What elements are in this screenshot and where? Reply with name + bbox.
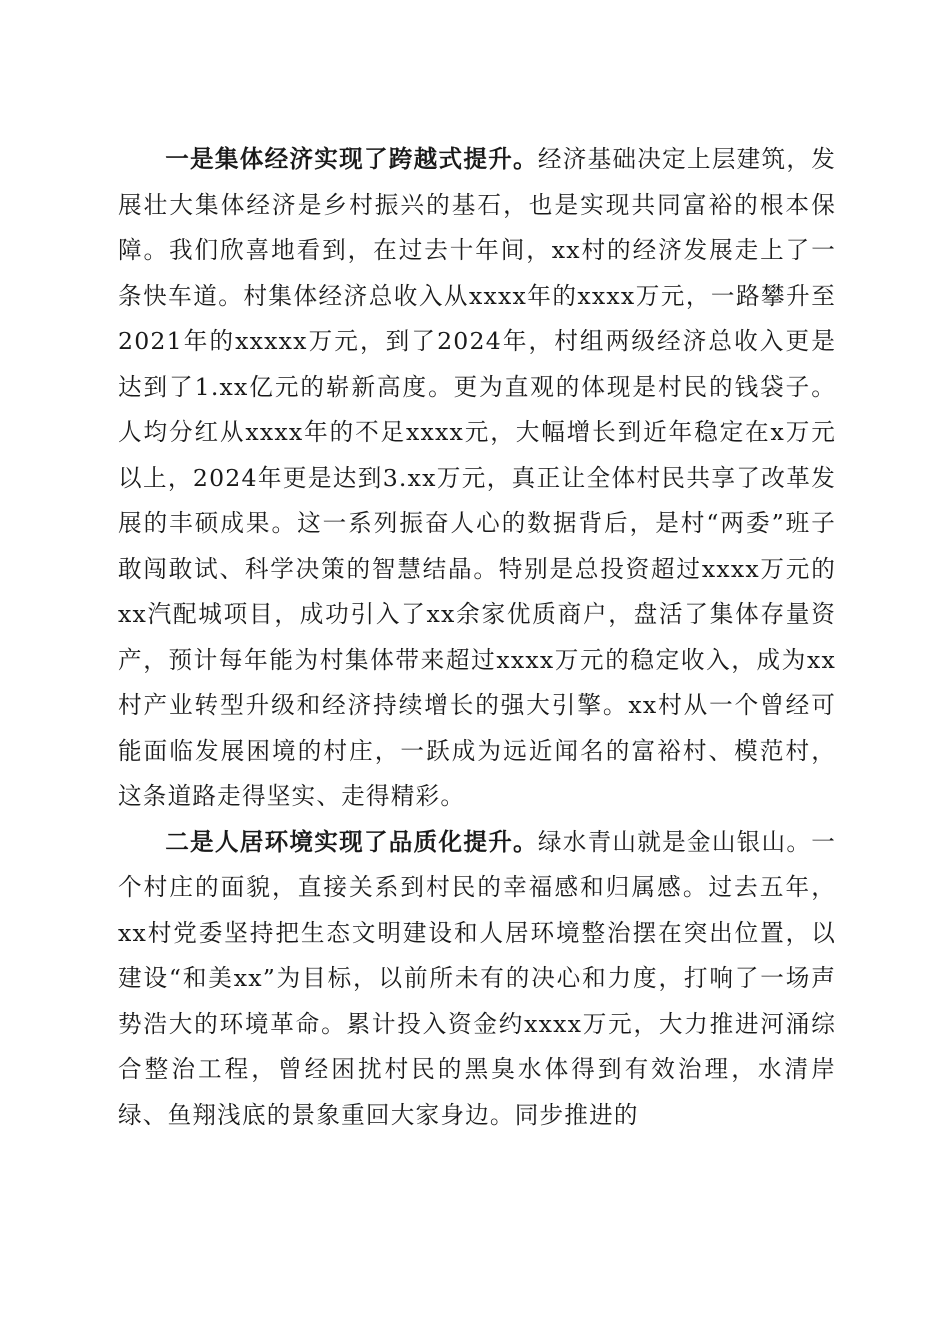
paragraph-text: 绿水青山就是金山银山。一个村庄的面貌，直接关系到村民的幸福感和归属感。过去五年，xx村党委坚持把生态文明建设和人居环境整治摆在突出位置，以建设“和美xx”为目标，以前所未有的决心和力度，打响了一场声势浩大的环境革命。累计投入资金约xxxx万元，大力推进河涌综合整治工程，曾经困扰村民的黑臭水体得到有效治理，水清岸绿、鱼翔浅底的景象重回大家身边。同步推进的 xyxy=(118,827,836,1129)
paragraph-lead: 二是人居环境实现了品质化提升。 xyxy=(165,827,538,856)
paragraph-text: 经济基础决定上层建筑，发展壮大集体经济是乡村振兴的基石，也是实现共同富裕的根本保障。我们欣喜地看到，在过去十年间，xx村的经济发展走上了一条快车道。村集体经济总收入从xxxx年的xxxx万元，一路攀升至2021年的xxxxx万元，到了2024年，村组两级经济总收入更是达到了1.xx亿元的崭新高度。更为直观的体现是村民的钱袋子。人均分红从xxxx年的不足xxxx元，大幅增长到近年稳定在x万元以上，2024年更是达到3.xx万元，真正让全体村民共享了改革发展的丰硕成果。这一系列振奋人心的数据背后，是村“两委”班子敢闯敢试、科学决策的智慧结晶。特别是总投资超过xxxx万元的xx汽配城项目，成功引入了xx余家优质商户，盘活了集体存量资产，预计每年能为村集体带来超过xxxx万元的稳定收入，成为xx村产业转型升级和经济持续增长的强大引擎。xx村从一个曾经可能面临发展困境的村庄，一跃成为远近闻名的富裕村、模范村，这条道路走得坚实、走得精彩。 xyxy=(118,145,836,810)
paragraph-collective-economy xyxy=(118,137,836,820)
paragraph-living-environment xyxy=(118,820,836,1139)
paragraph-lead: 一是集体经济实现了跨越式提升。 xyxy=(165,145,538,173)
document-body xyxy=(118,137,836,1138)
